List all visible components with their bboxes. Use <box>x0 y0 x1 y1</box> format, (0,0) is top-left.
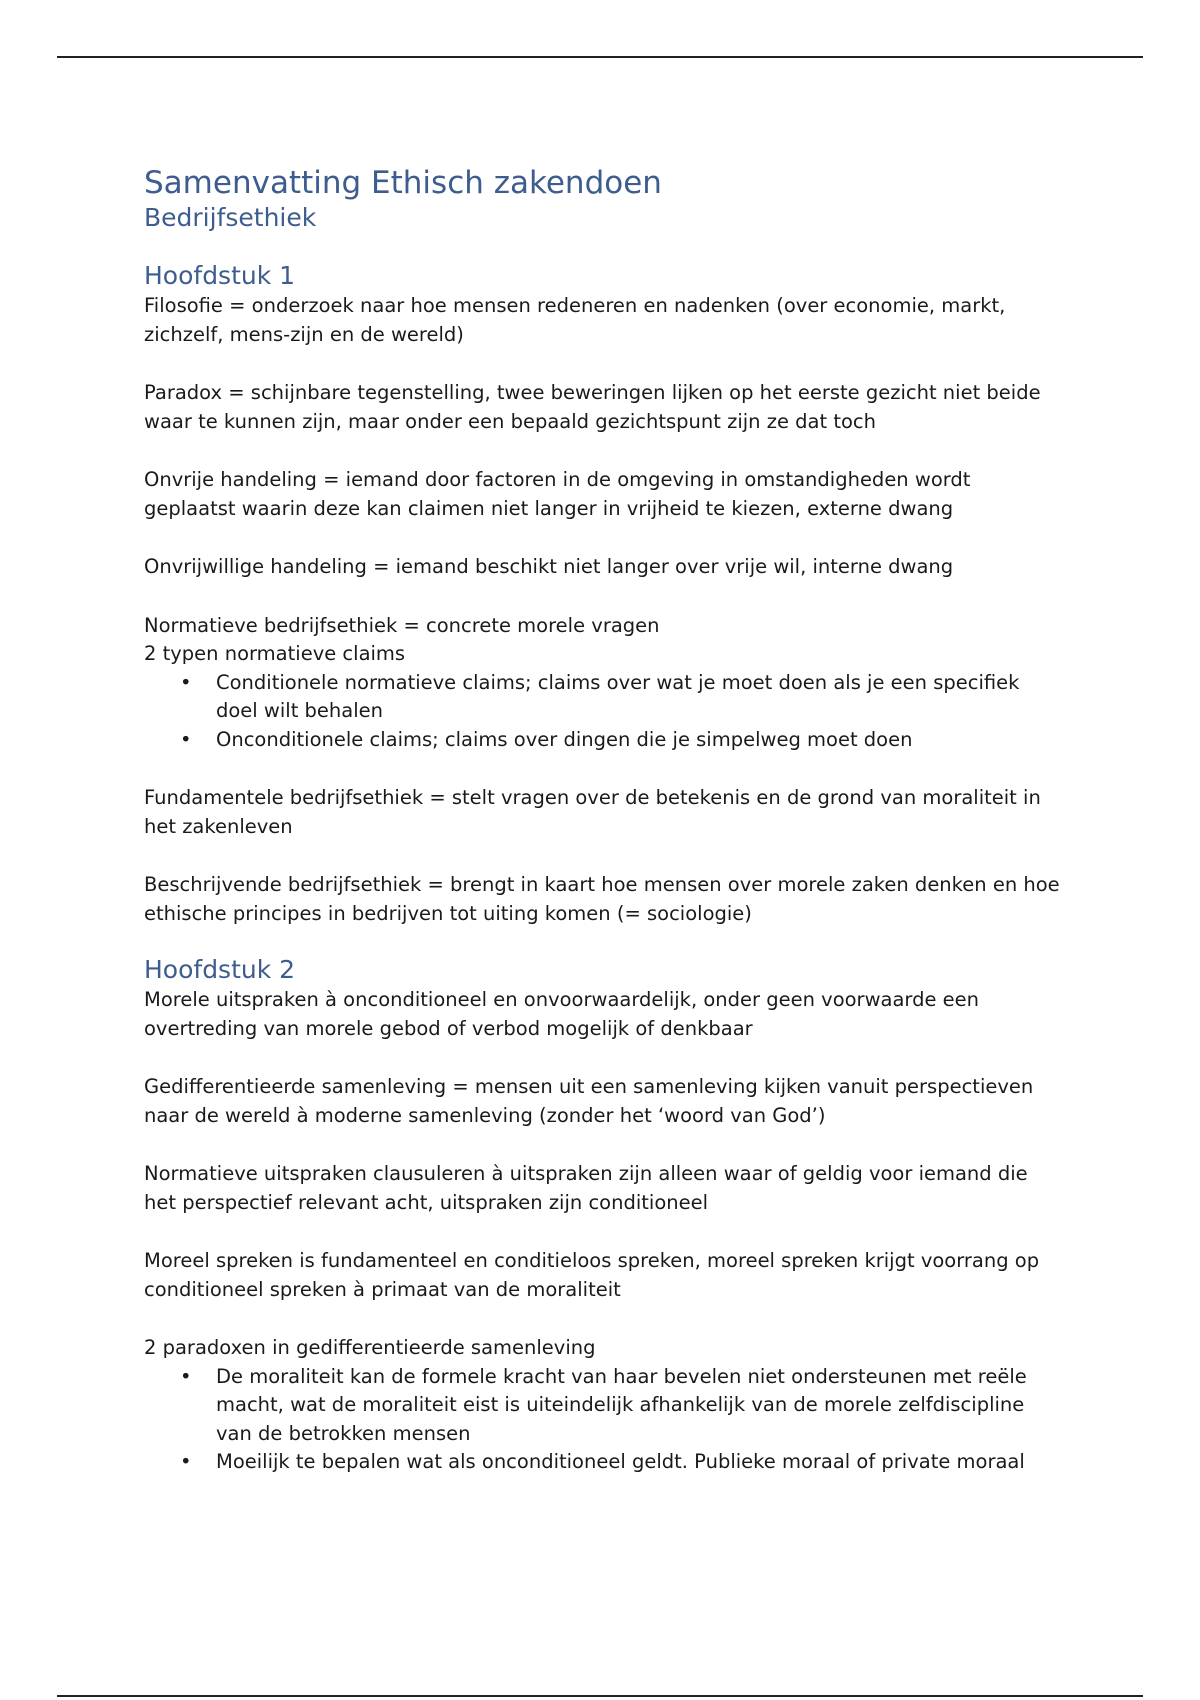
chapter-1-heading: Hoofdstuk 1 <box>144 261 296 290</box>
bullet-dot: • <box>180 727 192 751</box>
paragraph-line: overtreding van morele gebod of verbod mogelijk of denkbaar <box>144 1016 753 1040</box>
list-item: • De moraliteit kan de formele kracht van haar bevelen niet ondersteunen met reële macht, wat de moraliteit eist is uiteindelijk afhankelijk van de morele zelfdiscipline van de betrokken mensen <box>180 1364 1027 1445</box>
paragraph-line: Normatieve uitspraken clausuleren à uitspraken zijn alleen waar of geldig voor iemand die <box>144 1162 1028 1185</box>
list-item: • Onconditionele claims; claims over dingen die je simpelweg moet doen <box>144 726 1064 755</box>
paragraph-line: ethische principes in bedrijven tot uiting komen (= sociologie) <box>144 901 752 925</box>
list-item: • Moeilijk te bepalen wat als onconditioneel geldt. Publieke moraal of private moraal <box>144 1448 1064 1477</box>
paragraph-line: Onvrijwillige handeling = iemand beschikt niet langer over vrije wil, interne dwang <box>144 555 954 578</box>
document-subtitle: Bedrijfsethiek <box>144 203 317 232</box>
header-rule <box>57 56 1143 58</box>
footer-rule <box>57 1695 1143 1697</box>
paragraph-line: conditioneel spreken à primaat van de moraliteit <box>144 1277 621 1301</box>
paragraph-line: Onvrije handeling = iemand door factoren in de omgeving in omstandigheden wordt <box>144 468 971 491</box>
paragraph-line: 2 paradoxen in gedifferentieerde samenleving <box>144 1336 596 1359</box>
bullet-dot: • <box>180 1364 192 1388</box>
paragraph-line: Morele uitspraken à onconditioneel en onvoorwaardelijk, onder geen voorwaarde een <box>144 988 980 1011</box>
paragraph-line: Gedifferentieerde samenleving = mensen uit een samenleving kijken vanuit perspectieven <box>144 1075 1034 1098</box>
bullet-list <box>144 669 1064 755</box>
paragraph-line: zichzelf, mens-zijn en de wereld) <box>144 322 464 346</box>
paragraph-line: naar de wereld à moderne samenleving (zonder het ‘woord van God’) <box>144 1103 826 1127</box>
list-item: • Conditionele normatieve claims; claims over wat je moet doen als je een specifiek doel wilt behalen <box>180 670 1020 722</box>
paragraph-line: Moreel spreken is fundamenteel en conditieloos spreken, moreel spreken krijgt voorrang op <box>144 1249 1040 1272</box>
paragraph-line: waar te kunnen zijn, maar onder een bepaald gezichtspunt zijn ze dat toch <box>144 409 876 433</box>
paragraph-line: Normatieve bedrijfsethiek = concrete morele vragen <box>144 613 660 637</box>
chapter-2 <box>144 954 1064 1477</box>
document-body <box>144 164 1064 1477</box>
paragraph-line: geplaatst waarin deze kan claimen niet langer in vrijheid te kiezen, externe dwang <box>144 496 954 520</box>
bullet-dot: • <box>180 670 192 694</box>
chapter-1 <box>144 260 1064 928</box>
paragraph-line: Filosofie = onderzoek naar hoe mensen redeneren en nadenken (over economie, markt, <box>144 294 1006 317</box>
paragraph-line: het perspectief relevant acht, uitspraken zijn conditioneel <box>144 1190 709 1214</box>
bullet-list <box>144 1363 1064 1477</box>
paragraph-line: 2 typen normatieve claims <box>144 642 406 665</box>
paragraph-line: het zakenleven <box>144 814 293 838</box>
paragraph-line: Beschrijvende bedrijfsethiek = brengt in kaart hoe mensen over morele zaken denken en hoe <box>144 873 1060 896</box>
bullet-dot: • <box>180 1450 192 1473</box>
document-title: Samenvatting Ethisch zakendoen <box>144 165 662 201</box>
paragraph-line: Paradox = schijnbare tegenstelling, twee beweringen lijken op het eerste gezicht niet beide <box>144 381 1041 404</box>
paragraph-line: Fundamentele bedrijfsethiek = stelt vragen over de betekenis en de grond van moraliteit in <box>144 786 1041 809</box>
chapter-2-heading: Hoofdstuk 2 <box>144 955 296 984</box>
